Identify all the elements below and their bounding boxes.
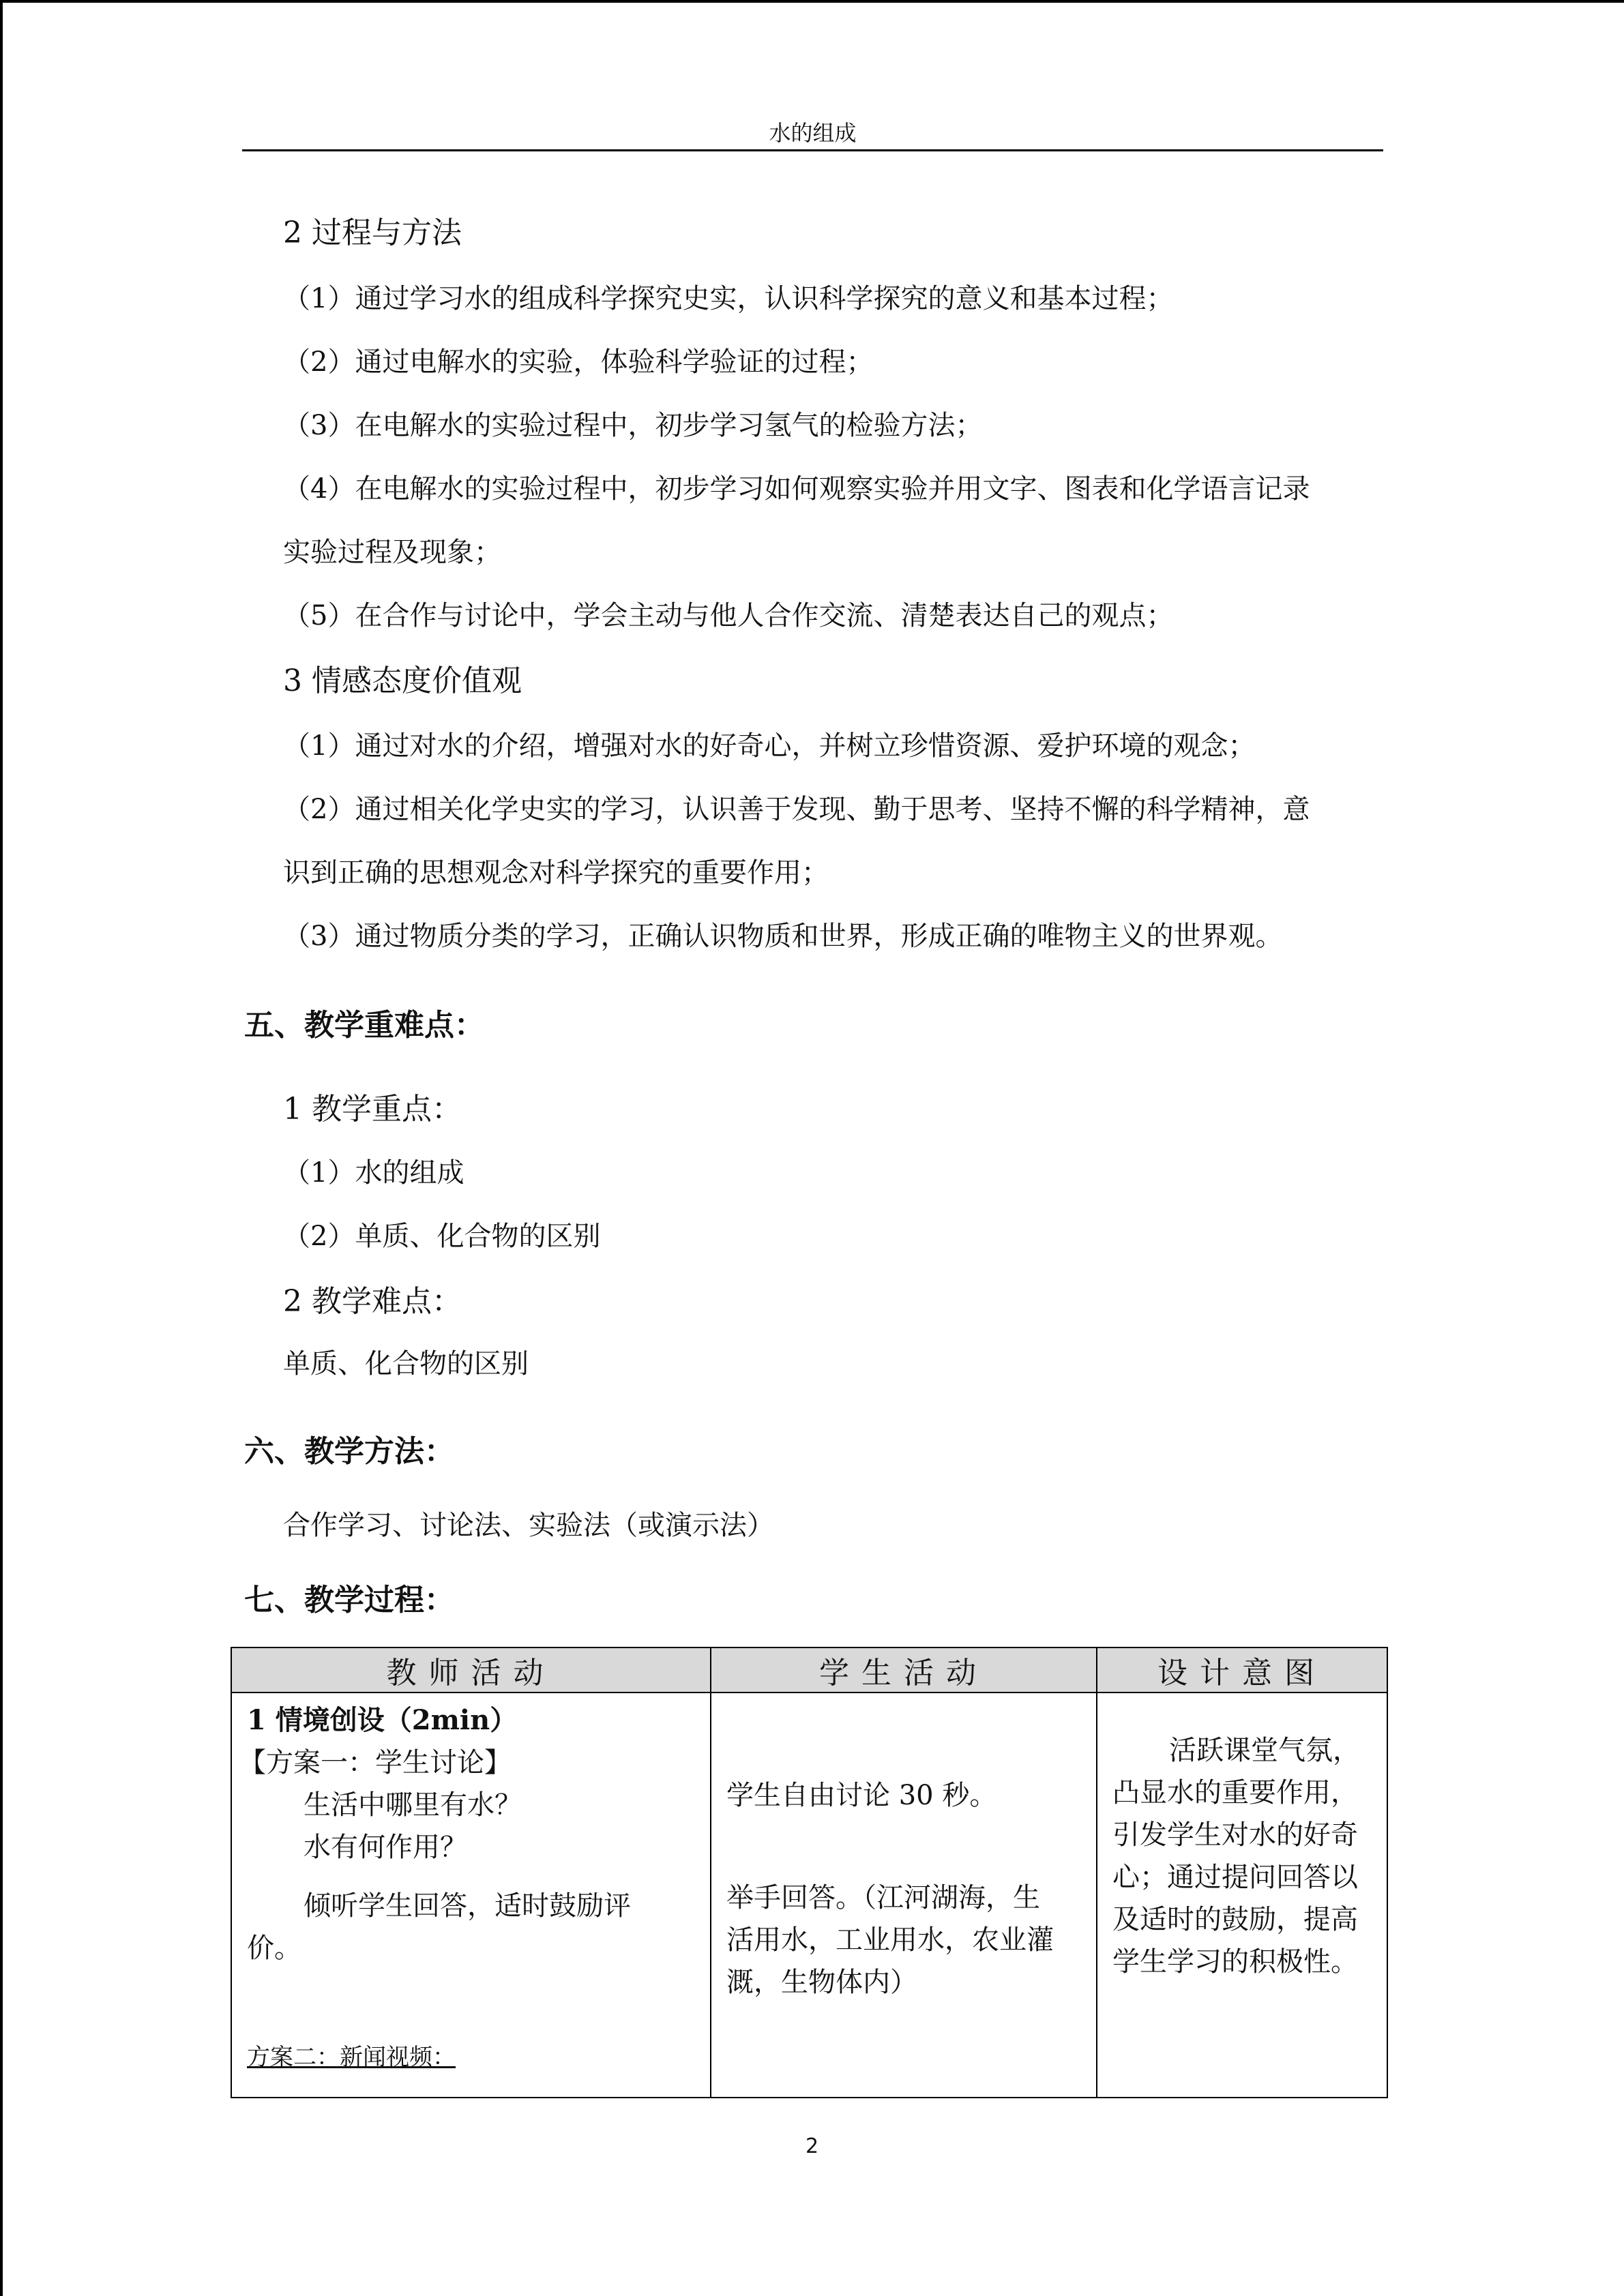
student-answer-3: 溉，生物体内）	[726, 1967, 917, 1998]
question-2: 水有何作用？	[304, 1832, 467, 1863]
design-line-2: 凸显水的重要作用，	[1112, 1777, 1358, 1808]
plan-one-label: 【方案一：学生讨论】	[239, 1747, 512, 1778]
design-intent-cell	[1097, 1693, 1387, 2098]
student-answer-1: 举手回答。（江河湖海，生	[726, 1882, 1040, 1913]
process-item-4-cont: 实验过程及现象；	[283, 537, 501, 568]
page-number: 2	[805, 2134, 819, 2158]
header-teacher-activity: 教师活动	[231, 1648, 711, 1693]
design-line-5: 及适时的鼓励，提高	[1112, 1904, 1358, 1935]
design-line-6: 学生学习的积极性。	[1112, 1946, 1358, 1978]
section7-title: 七、教学过程：	[244, 1583, 454, 1617]
listen-line-1: 倾听学生回答，适时鼓励评	[304, 1890, 631, 1922]
process-item-1: （1）通过学习水的组成科学探究史实，认识科学探究的意义和基本过程；	[283, 283, 1174, 314]
header-student-activity: 学生活动	[711, 1648, 1097, 1693]
design-line-1: 活跃课堂气氛，	[1169, 1735, 1360, 1766]
emotion-item-3: （3）通过物质分类的学习，正确认识物质和世界，形成正确的唯物主义的世界观。	[283, 921, 1283, 952]
design-line-3: 引发学生对水的好奇	[1112, 1819, 1358, 1851]
section6-title: 六、教学方法：	[244, 1434, 454, 1469]
difficult-heading: 2 教学难点：	[283, 1284, 462, 1319]
process-heading: 2 过程与方法	[283, 215, 462, 250]
emotion-item-2-cont: 识到正确的思想观念对科学探究的重要作用；	[283, 857, 829, 889]
teacher-activity-cell	[231, 1693, 711, 2098]
process-table	[231, 1647, 1388, 2098]
process-item-5: （5）在合作与讨论中，学会主动与他人合作交流、清楚表达自己的观点；	[283, 600, 1174, 631]
page-border-top	[0, 0, 1624, 3]
student-answer-2: 活用水，工业用水，农业灌	[726, 1924, 1054, 1956]
table-header-row	[231, 1648, 1387, 1693]
plan-two-label: 方案二：新闻视频：	[247, 2044, 456, 2071]
student-activity-cell	[711, 1693, 1097, 2098]
page-border-left	[0, 0, 3, 2296]
methods-text: 合作学习、讨论法、实验法（或演示法）	[283, 1510, 774, 1541]
process-item-2: （2）通过电解水的实验，体验科学验证的过程；	[283, 346, 874, 378]
key-point-1: （1）水的组成	[283, 1157, 464, 1189]
header-title: 水的组成	[769, 120, 857, 146]
listen-line-2: 价。	[247, 1933, 301, 1964]
key-point-2: （2）单质、化合物的区别	[283, 1221, 601, 1252]
emotion-item-2: （2）通过相关化学史实的学习，认识善于发现、勤于思考、坚持不懈的科学精神，意	[283, 794, 1310, 825]
step-title: 1 情境创设（2min）	[247, 1704, 518, 1736]
student-discuss: 学生自由讨论 30 秒。	[726, 1780, 997, 1811]
header-design-intent: 设计意图	[1097, 1648, 1387, 1693]
table-row	[231, 1693, 1387, 2098]
section5-title: 五、教学重难点：	[244, 1008, 484, 1043]
question-1: 生活中哪里有水？	[304, 1789, 522, 1821]
emotion-item-1: （1）通过对水的介绍，增强对水的好奇心，并树立珍惜资源、爱护环境的观念；	[283, 730, 1256, 762]
emotion-heading: 3 情感态度价值观	[283, 664, 522, 698]
key-points-heading: 1 教学重点：	[283, 1092, 462, 1127]
design-line-4: 心；通过提问回答以	[1112, 1862, 1358, 1893]
difficult-text: 单质、化合物的区别	[283, 1348, 529, 1380]
process-item-3: （3）在电解水的实验过程中，初步学习氢气的检验方法；	[283, 410, 983, 441]
header-rule	[242, 149, 1383, 151]
process-item-4: （4）在电解水的实验过程中，初步学习如何观察实验并用文字、图表和化学语言记录	[283, 473, 1310, 505]
